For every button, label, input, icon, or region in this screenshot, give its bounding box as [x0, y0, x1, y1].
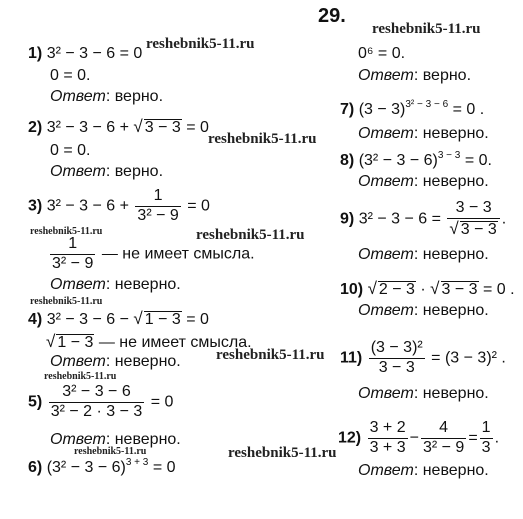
item-number: 9) — [340, 210, 355, 228]
fraction: $\frac{3 + 2}{3 + 3}$ — [369, 419, 406, 456]
fraction: $\frac{1}{\text{3² − 9}}$ — [137, 187, 179, 224]
root: 3 − 3 — [441, 281, 478, 298]
problem-title: 29. — [318, 5, 346, 27]
item-3-answer: Ответ: неверно. — [50, 276, 181, 293]
expression: 3² − 3 − 6 = 0 — [46, 45, 143, 62]
item-number: 8) — [340, 152, 355, 169]
item-12-expression: 12) $\frac{3 + 2}{3 + 3}$ − $\frac{4}{\text{3² − 9}}$ = $\frac{1}{3}$ . — [338, 419, 500, 456]
item-8-expression: 8) $(3^2 - 3 - 6)^{3 - 3} = 0$. — [340, 150, 492, 169]
item-6-result: 0⁶ = 0. — [358, 45, 406, 62]
item-12-answer: Ответ: неверно. — [358, 462, 489, 479]
watermark: reshebnik5-11.ru — [216, 347, 325, 363]
item-number: 3) — [28, 197, 43, 215]
item-3-note: $\frac{1}{\text{3² − 9}}$ — не имеет смысла. — [52, 235, 255, 272]
item-2-result: 0 = 0. — [50, 142, 91, 159]
watermark: reshebnik5-11.ru — [208, 131, 317, 147]
item-4-answer: Ответ: неверно. — [50, 353, 181, 370]
root: 1 − 3 — [144, 311, 181, 328]
item-4-expression: 4) 3² − 3 − 6 − √ 1 − 3 = 0 — [28, 309, 209, 328]
watermark: reshebnik5-11.ru — [146, 36, 255, 52]
item-1-answer: Ответ: верно. — [50, 88, 164, 105]
watermark: reshebnik5-11.ru — [372, 21, 481, 37]
root: 1 − 3 — [57, 334, 94, 351]
item-2-expression: 2) 3² − 3 − 6 + √ 3 − 3 = 0 — [28, 117, 209, 136]
item-5-answer: Ответ: неверно. — [50, 431, 181, 448]
fraction: $\frac{3 - 3}{√ 3 - 3}$ — [447, 200, 499, 239]
item-6-expression: 6) $(3^2 - 3 - 6)^{3 + 3} = 0$ — [28, 457, 176, 476]
fraction: $\frac{1}{\text{3² − 9}}$ — [52, 235, 94, 272]
item-2-answer: Ответ: верно. — [50, 163, 164, 180]
item-4-note: √ 1 − 3 — не имеет смысла. — [46, 332, 252, 351]
item-5-expression: 5) $\frac{\text{3² − 3 − 6}}{\text{3² − 2 · 3 − 3}}$ = 0 — [28, 383, 174, 420]
root: 3 − 3 — [460, 220, 497, 238]
watermark: reshebnik5-11.ru — [30, 226, 103, 237]
item-9-expression: 9) 3² − 3 − 6 = $\frac{3 - 3}{√ 3 - 3}$ . — [340, 199, 507, 238]
item-1-result: 0 = 0. — [50, 67, 91, 84]
item-number: 12) — [338, 429, 362, 447]
item-number: 5) — [28, 393, 43, 411]
item-number: 10) — [340, 281, 364, 298]
item-10-expression: 10) √ 2 − 3 · √ 3 − 3 = 0 . — [340, 279, 515, 298]
item-9-answer: Ответ: неверно. — [358, 246, 489, 263]
item-3-expression: 3) 3² − 3 − 6 + $\frac{1}{\text{3² − 9}}$ = 0 — [28, 187, 210, 224]
item-11-expression: 11) $\frac{\text{(3 − 3)²}}{3 - 3}$ = (3 − 3)² . — [340, 339, 506, 376]
item-7-expression: 7) $(3 - 3)^{3^2 - 3 - 6} = 0$ . — [340, 99, 485, 118]
root: 2 − 3 — [378, 281, 415, 298]
watermark: reshebnik5-11.ru — [228, 445, 337, 461]
watermark: reshebnik5-11.ru — [30, 296, 103, 307]
item-number: 6) — [28, 459, 43, 476]
fraction: $\frac{1}{3}$ — [481, 419, 491, 456]
item-number: 1) — [28, 45, 43, 62]
fraction: $\frac{4}{\text{3² − 9}}$ — [422, 419, 465, 456]
item-6-answer: Ответ: верно. — [358, 67, 472, 84]
item-8-answer: Ответ: неверно. — [358, 173, 489, 190]
fraction: $\frac{\text{(3 − 3)²}}{3 - 3}$ — [370, 339, 423, 376]
root: 3 − 3 — [144, 119, 181, 136]
item-number: 4) — [28, 311, 43, 328]
watermark: reshebnik5-11.ru — [196, 227, 305, 243]
watermark: reshebnik5-11.ru — [44, 371, 117, 382]
item-7-answer: Ответ: неверно. — [358, 125, 489, 142]
item-number: 2) — [28, 119, 43, 136]
watermark: reshebnik5-11.ru — [74, 446, 147, 457]
item-1-expression — [28, 46, 142, 62]
item-11-answer: Ответ: неверно. — [358, 385, 489, 402]
item-number: 11) — [340, 349, 363, 367]
item-10-answer: Ответ: неверно. — [358, 302, 489, 319]
fraction: $\frac{\text{3² − 3 − 6}}{\text{3² − 2 · 3 − 3}}$ — [50, 383, 143, 420]
item-number: 7) — [340, 101, 355, 118]
